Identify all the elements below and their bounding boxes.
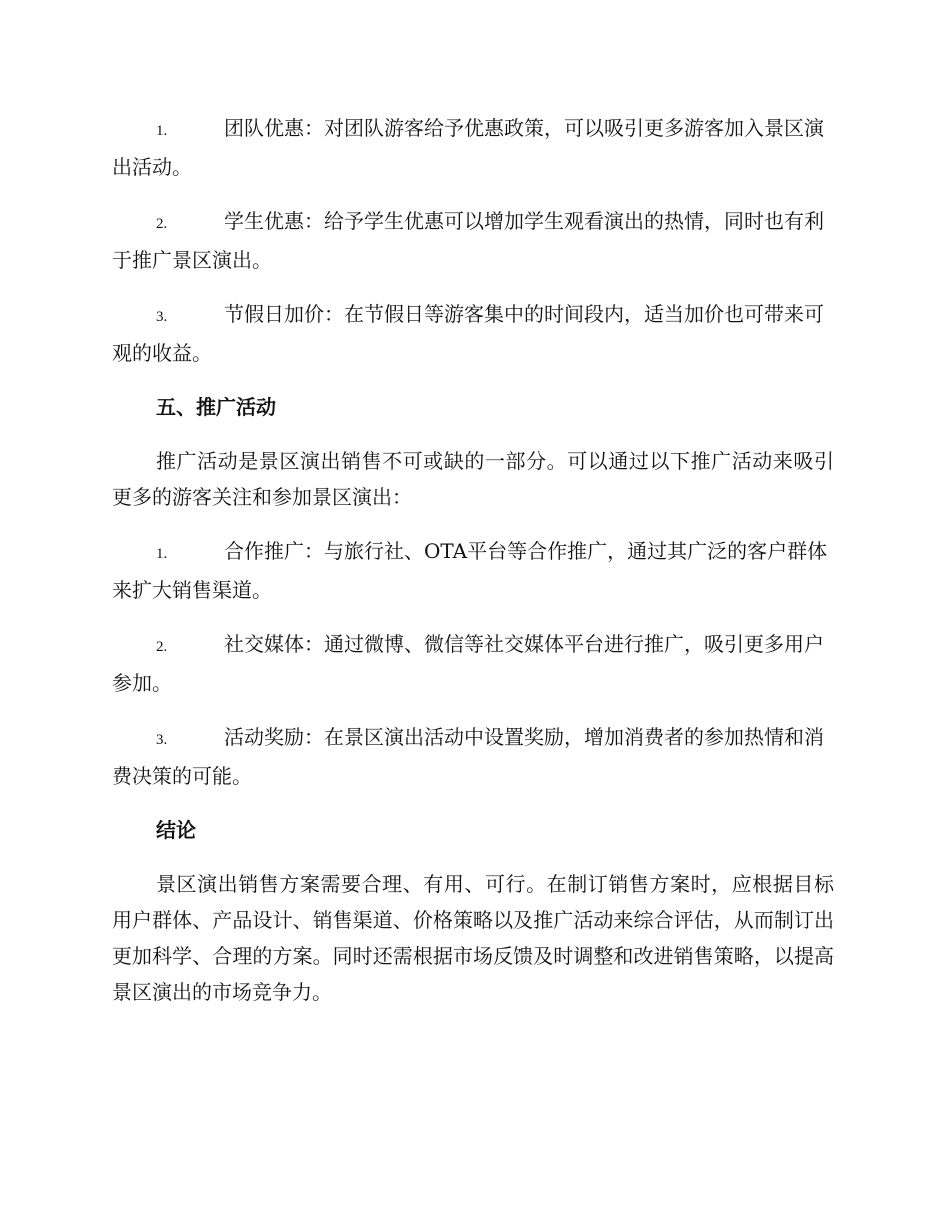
promotion-intro-paragraph: 推广活动是景区演出销售不可或缺的一部分。可以通过以下推广活动来吸引更多的游客关注和参加景区演出： bbox=[112, 449, 834, 509]
promotion-list-item bbox=[112, 626, 834, 701]
list-text: 社交媒体：通过微博、微信等社交媒体平台进行推广，吸引更多用户参加。 bbox=[112, 632, 824, 695]
list-text: 团队优惠：对团队游客给予优惠政策，可以吸引更多游客加入景区演出活动。 bbox=[112, 116, 824, 179]
list-number: 2. bbox=[156, 216, 168, 232]
list-number: 1. bbox=[156, 546, 168, 562]
list-number: 3. bbox=[156, 309, 168, 325]
list-text: 合作推广：与旅行社、OTA平台等合作推广，通过其广泛的客户群体来扩大销售渠道。 bbox=[112, 539, 828, 602]
document-content bbox=[112, 110, 834, 1028]
conclusion-paragraph: 景区演出销售方案需要合理、有用、可行。在制订销售方案时，应根据目标用户群体、产品设计、销售渠道、价格策略以及推广活动来综合评估，从而制订出更加科学、合理的方案。同时还需根据市场反馈及时调整和改进销售策略，以提高景区演出的市场竞争力。 bbox=[112, 872, 834, 1004]
section-heading-conclusion: 结论 bbox=[156, 818, 196, 842]
pricing-list-item bbox=[112, 110, 834, 185]
pricing-list-item bbox=[112, 296, 834, 371]
promotion-list-item bbox=[112, 533, 834, 608]
section-heading-promotion: 五、推广活动 bbox=[156, 395, 276, 419]
list-number: 3. bbox=[156, 732, 168, 748]
list-text: 节假日加价：在节假日等游客集中的时间段内，适当加价也可带来可观的收益。 bbox=[112, 302, 824, 365]
pricing-list-item bbox=[112, 203, 834, 278]
list-text: 活动奖励：在景区演出活动中设置奖励，增加消费者的参加热情和消费决策的可能。 bbox=[112, 725, 824, 788]
promotion-list-item bbox=[112, 719, 834, 794]
list-number: 2. bbox=[156, 639, 168, 655]
list-number: 1. bbox=[156, 123, 168, 139]
list-text: 学生优惠：给予学生优惠可以增加学生观看演出的热情，同时也有利于推广景区演出。 bbox=[112, 209, 824, 272]
